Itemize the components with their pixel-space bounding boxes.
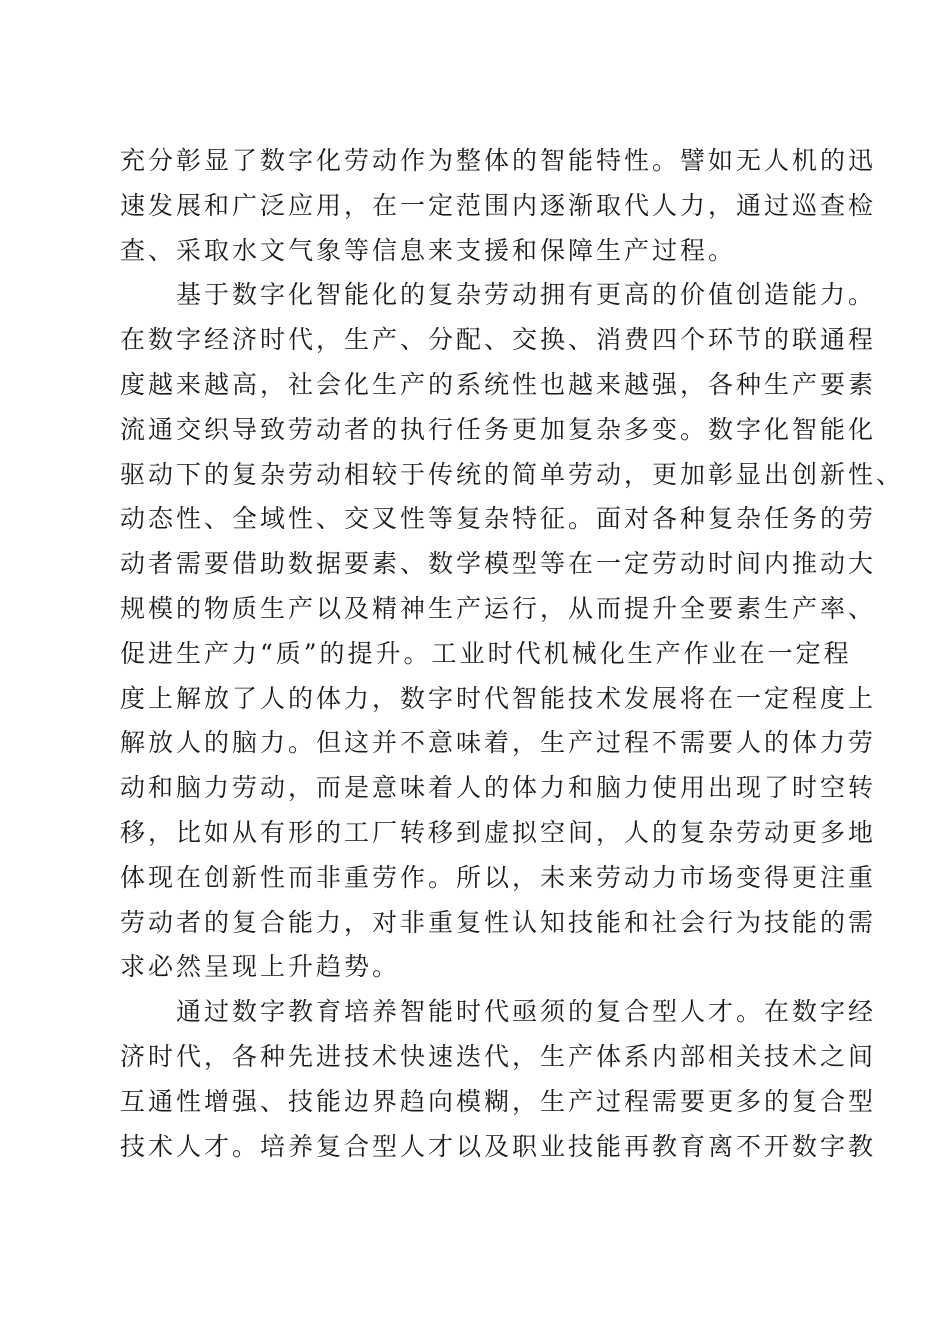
text-line: 度上解放了人的体力，数字时代智能技术发展将在一定程度上 <box>120 683 877 713</box>
text-line: 技术人才。培养复合型人才以及职业技能再教育离不开数字教 <box>120 1131 877 1161</box>
text-line: 在数字经济时代，生产、分配、交换、消费四个环节的联通程 <box>120 325 877 355</box>
text-line: 流通交织导致劳动者的执行任务更加复杂多变。数字化智能化 <box>120 414 877 444</box>
body-text <box>120 139 910 1169</box>
text-line: 基于数字化智能化的复杂劳动拥有更高的价值创造能力。 <box>176 280 877 310</box>
text-line: 驱动下的复杂劳动相较于传统的简单劳动，更加彰显出创新性、 <box>120 459 905 489</box>
text-line: 动态性、全域性、交叉性等复杂特征。面对各种复杂任务的劳 <box>120 504 877 534</box>
text-line: 动和脑力劳动，而是意味着人的体力和脑力使用出现了时空转 <box>120 773 877 803</box>
text-line: 劳动者的复合能力，对非重复性认知技能和社会行为技能的需 <box>120 907 877 937</box>
text-line: 查、采取水文气象等信息来支援和保障生产过程。 <box>120 235 737 265</box>
text-line: 通过数字教育培养智能时代亟须的复合型人才。在数字经 <box>176 997 877 1027</box>
text-line: 求必然呈现上升趋势。 <box>120 952 401 982</box>
text-line: 移，比如从有形的工厂转移到虚拟空间，人的复杂劳动更多地 <box>120 817 877 847</box>
text-line: 解放人的脑力。但这并不意味着，生产过程不需要人的体力劳 <box>120 728 877 758</box>
text-line: 充分彰显了数字化劳动作为整体的智能特性。譬如无人机的迅 <box>120 146 877 175</box>
paragraph-3 <box>120 990 910 1169</box>
text-line: 动者需要借助数据要素、数学模型等在一定劳动时间内推动大 <box>120 549 877 579</box>
text-line: 度越来越高，社会化生产的系统性也越来越强，各种生产要素 <box>120 369 877 399</box>
text-line: 体现在创新性而非重劳作。所以，未来劳动力市场变得更注重 <box>120 862 877 892</box>
paragraph-1 <box>120 139 910 273</box>
paragraph-2 <box>120 273 910 990</box>
text-line: 济时代，各种先进技术快速迭代，生产体系内部相关技术之间 <box>120 1041 877 1071</box>
text-line: 规模的物质生产以及精神生产运行，从而提升全要素生产率、 <box>120 593 877 623</box>
text-line: 互通性增强、技能边界趋向模糊，生产过程需要更多的复合型 <box>120 1086 877 1116</box>
text-line: 速发展和广泛应用，在一定范围内逐渐取代人力，通过巡查检 <box>120 190 877 220</box>
text-line: 促进生产力“质”的提升。工业时代机械化生产作业在一定程 <box>120 638 852 668</box>
